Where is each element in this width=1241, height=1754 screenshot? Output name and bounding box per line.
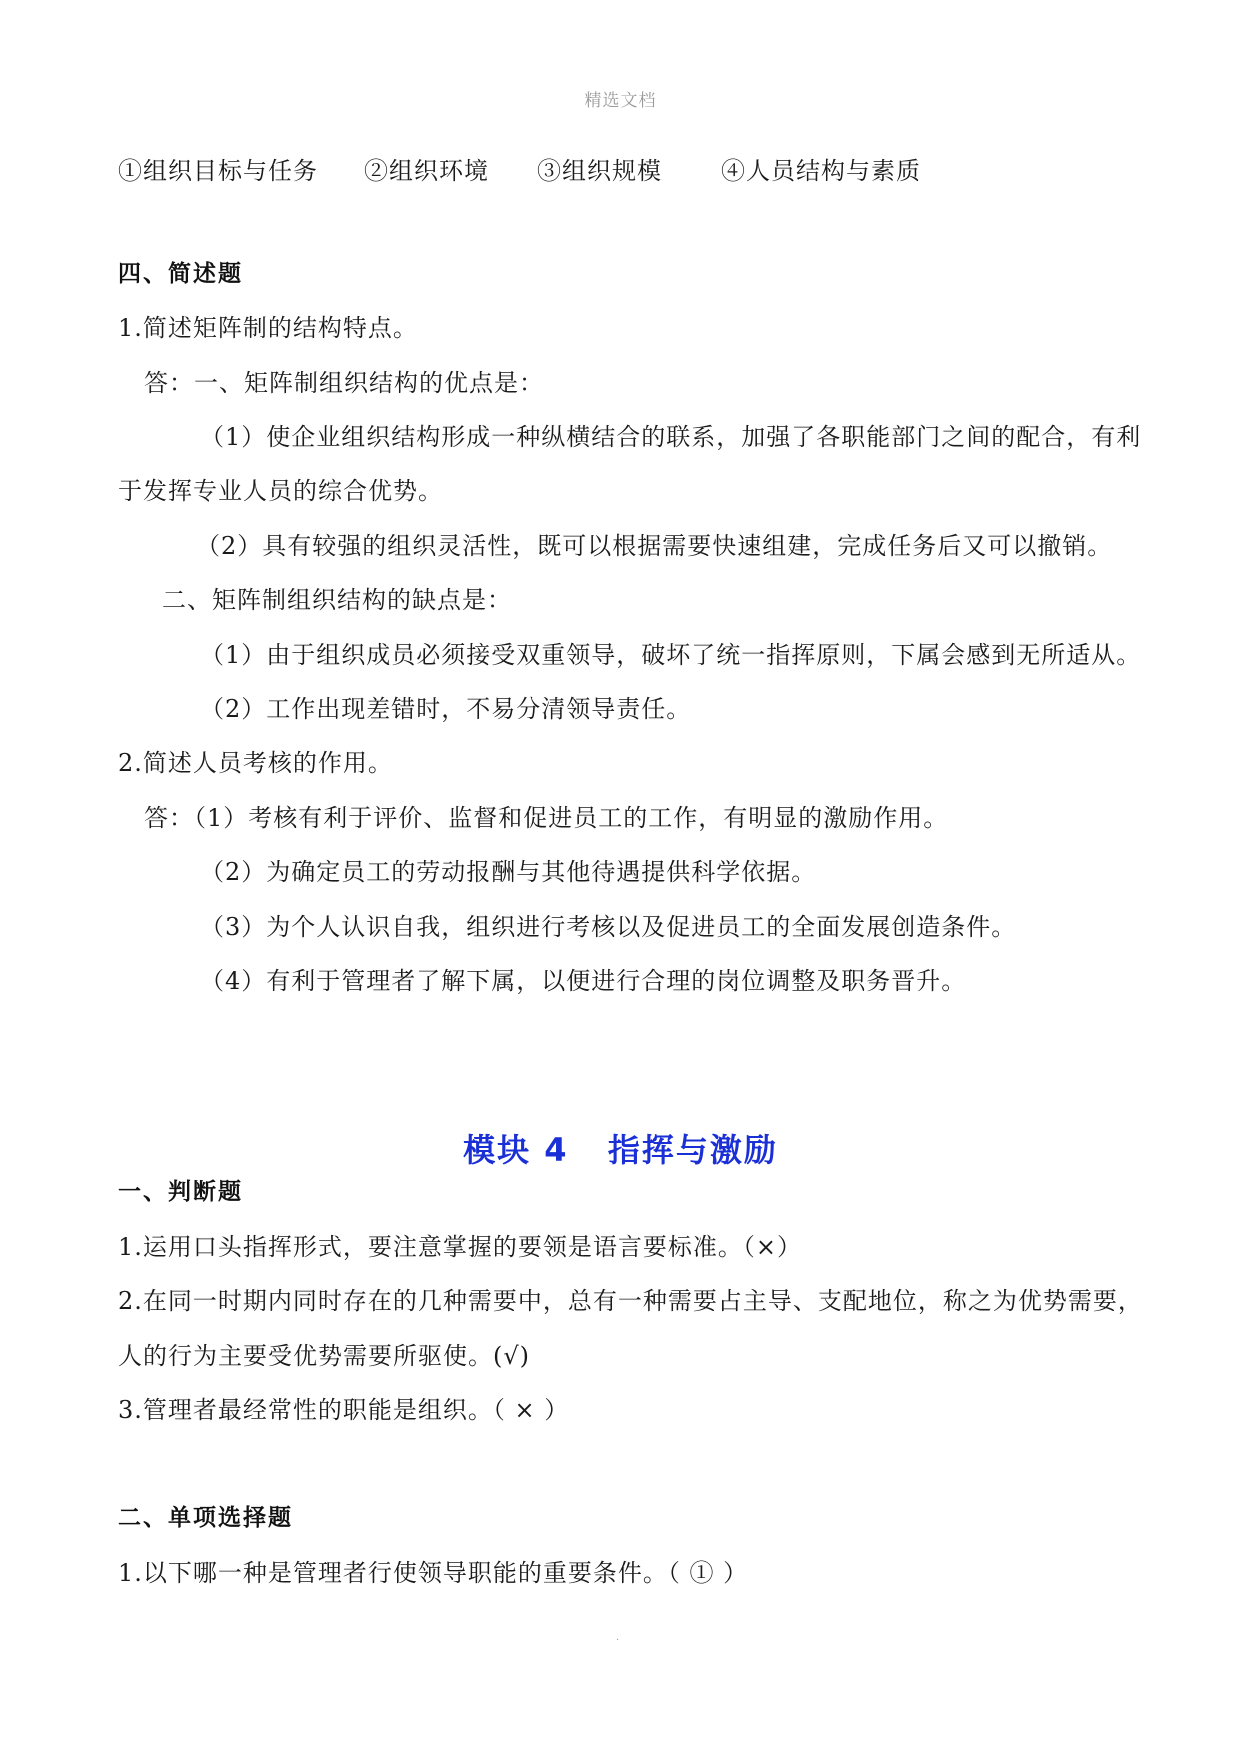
option-3: ③组织规模: [537, 157, 662, 185]
judgement-question-3: 3.管理者最经常性的职能是组织。（ × ）: [118, 1396, 570, 1424]
judgement-question-1: 1.运用口头指挥形式，要注意掌握的要领是语言要标准。（×）: [118, 1233, 803, 1261]
footer-mark: .: [616, 1632, 620, 1643]
section-heading-short-answer: 四、简述题: [118, 261, 243, 287]
module-name: 指挥与激励: [607, 1131, 778, 1169]
module-number: 4: [544, 1131, 569, 1169]
option-2: ②组织环境: [364, 157, 489, 185]
judgement-question-2-line-1: 2.在同一时期内同时存在的几种需要中，总有一种需要占主导、支配地位，称之为优势需要，: [118, 1287, 1143, 1315]
option-4: ④人员结构与素质: [721, 157, 921, 185]
answer-1-cons-intro: 二、矩阵制组织结构的缺点是：: [162, 586, 512, 614]
answer-2-point-1: 答：（1）考核有利于评价、监督和促进员工的工作，有明显的激励作用。: [144, 804, 949, 832]
answer-1-point-1-line-1: （1）使企业组织结构形成一种纵横结合的联系，加强了各职能部门之间的配合，有利: [200, 423, 1142, 451]
section-heading-true-false: 一、判断题: [118, 1179, 243, 1205]
answer-1-point-2: （2）具有较强的组织灵活性，既可以根据需要快速组建，完成任务后又可以撤销。: [196, 532, 1113, 560]
section-heading-single-choice: 二、单项选择题: [118, 1505, 293, 1531]
answer-2-point-4: （4）有利于管理者了解下属，以便进行合理的岗位调整及职务晋升。: [200, 967, 967, 995]
answer-2-point-2: （2）为确定员工的劳动报酬与其他待遇提供科学依据。: [200, 858, 817, 886]
single-choice-question-1: 1.以下哪一种是管理者行使领导职能的重要条件。（ ① ）: [118, 1559, 749, 1587]
option-1: ①组织目标与任务: [118, 157, 318, 185]
answer-1-intro: 答：一、矩阵制组织结构的优点是：: [144, 369, 544, 397]
answer-2-point-3: （3）为个人认识自我，组织进行考核以及促进员工的全面发展创造条件。: [200, 913, 1017, 941]
answer-1-cons-2: （2）工作出现差错时，不易分清领导责任。: [200, 695, 692, 723]
page-watermark: 精选文档: [584, 91, 657, 111]
options-line: [118, 155, 921, 187]
module-label: 模块: [463, 1131, 532, 1169]
question-2: 2.简述人员考核的作用。: [118, 749, 393, 777]
judgement-question-2-line-2: 人的行为主要受优势需要所驱使。(√): [118, 1342, 531, 1370]
answer-1-cons-1: （1）由于组织成员必须接受双重领导，破坏了统一指挥原则，下属会感到无所适从。: [200, 641, 1142, 669]
module-title: [0, 1130, 1241, 1170]
question-1: 1.简述矩阵制的结构特点。: [118, 314, 418, 342]
answer-1-point-1-line-2: 于发挥专业人员的综合优势。: [118, 477, 443, 505]
